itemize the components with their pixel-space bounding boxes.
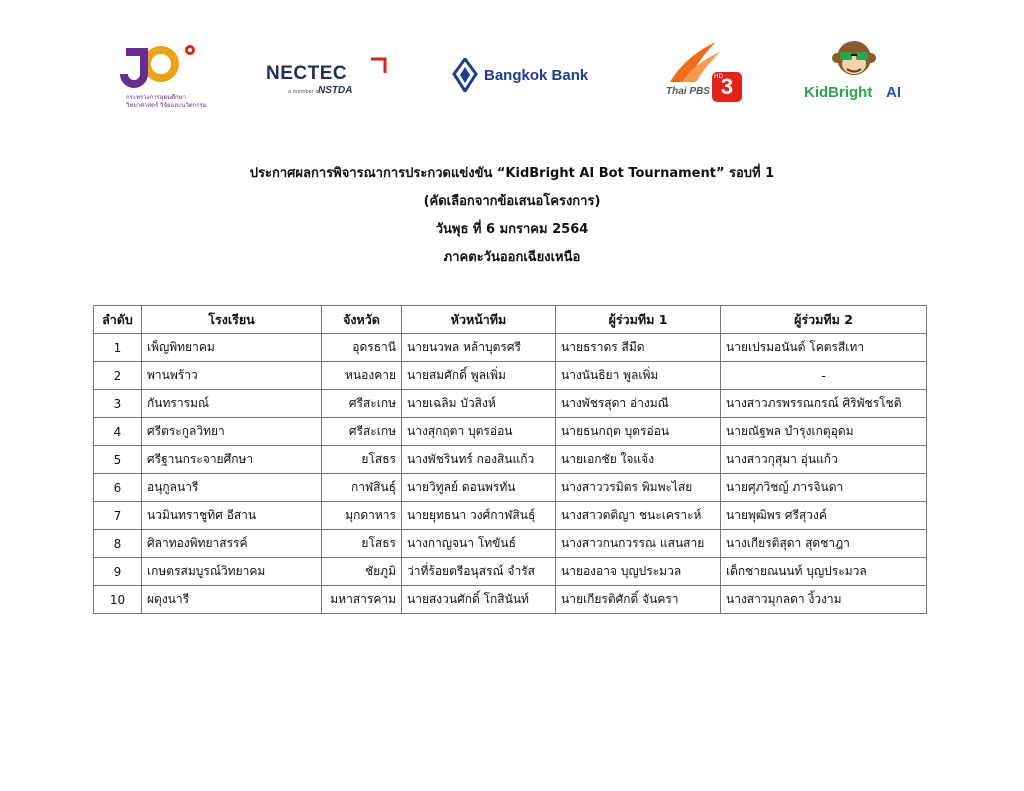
nectec-name: NECTEC [266, 63, 348, 84]
cell-member-1: นายเกียรติศักดิ์ จันครา [556, 586, 721, 614]
table-row [94, 362, 927, 390]
table-row [94, 418, 927, 446]
ministry-line1: กระทรวงการอุดมศึกษา [126, 94, 186, 101]
kidbright-ai: AI [886, 84, 901, 101]
cell-team-leader: นายสงวนศักดิ์ โกสินันท์ [402, 586, 556, 614]
cell-member-1: นางพัชรสุดา อ่างมณี [556, 390, 721, 418]
announcement-subtitle: (คัดเลือกจากข้อเสนอโครงการ) [423, 194, 601, 209]
cell-team-leader: นายสมศักดิ์ พูลเพิ่ม [402, 362, 556, 390]
ministry-line2: วิทยาศาสตร์ วิจัยและนวัตกรรม [126, 102, 207, 109]
table-row [94, 586, 927, 614]
cell-school: ศรีตระกูลวิทยา [142, 418, 322, 446]
cell-member-2: เด็กชายณนนท์ บุญประมวล [721, 558, 927, 586]
cell-team-leader: นางกาญจนา โทขันธ์ [402, 530, 556, 558]
announcement-region: ภาคตะวันออกเฉียงเหนือ [443, 250, 581, 265]
cell-school: เพ็ญพิทยาคม [142, 334, 322, 362]
cell-order: 2 [94, 362, 142, 390]
cell-order: 5 [94, 446, 142, 474]
col-header-school: โรงเรียน [142, 306, 322, 334]
cell-member-2: - [721, 362, 927, 390]
thai-pbs-number: 3 [720, 74, 734, 99]
ministry-logo [118, 38, 218, 108]
cell-province: ยโสธร [322, 530, 402, 558]
announcement-title: ประกาศผลการพิจารณาการประกวดแข่งขัน “KidBright AI Bot Tournament” รอบที่ 1 [249, 166, 775, 181]
nectec-sub2: NSTDA [318, 85, 353, 96]
cell-team-leader: ว่าที่ร้อยตรีอนุสรณ์ จำรัส [402, 558, 556, 586]
cell-province: หนองคาย [322, 362, 402, 390]
col-header-member-2: ผู้ร่วมทีม 2 [721, 306, 927, 334]
cell-order: 10 [94, 586, 142, 614]
thai-pbs-channel-badge [712, 72, 742, 102]
table-row [94, 446, 927, 474]
thai-pbs-name: Thai PBS [666, 86, 710, 97]
table-row [94, 390, 927, 418]
cell-school: พานพร้าว [142, 362, 322, 390]
cell-school: กันทรารมณ์ [142, 390, 322, 418]
cell-member-2: นายศุภวิชญ์ ภารจินดา [721, 474, 927, 502]
cell-school: ผดุงนารี [142, 586, 322, 614]
nectec-sub1: a member of [288, 89, 321, 95]
cell-order: 4 [94, 418, 142, 446]
cell-team-leader: นายวิทูลย์ ดอนพรทัน [402, 474, 556, 502]
cell-province: มหาสารคาม [322, 586, 402, 614]
cell-team-leader: นายยุทธนา วงศ์กาฬสินธุ์ [402, 502, 556, 530]
cell-member-2: นายณัฐพล บำรุงเกตุอุดม [721, 418, 927, 446]
cell-order: 8 [94, 530, 142, 558]
cell-school: ศิลาทองพิทยาสรรค์ [142, 530, 322, 558]
kidbright-logo [804, 38, 908, 104]
table-row [94, 334, 927, 362]
cell-province: ชัยภูมิ [322, 558, 402, 586]
cell-member-1: นางสาวตติญา ชนะเคราะห์ [556, 502, 721, 530]
thai-pbs-hd: HD [714, 73, 724, 80]
kidbright-monkey-icon [832, 38, 876, 80]
kidbright-name: KidBright [804, 84, 873, 101]
announcement-date: วันพุธ ที่ 6 มกราคม 2564 [435, 222, 589, 237]
cell-member-1: นางสาวกนกวรรณ แสนสาย [556, 530, 721, 558]
cell-team-leader: นางพัชรินทร์ กองสินแก้ว [402, 446, 556, 474]
cell-member-2: นายเปรมอนันต์ โคตรสีเทา [721, 334, 927, 362]
cell-member-2: นางสาวมุกลดา งิ้วงาม [721, 586, 927, 614]
cell-team-leader: นางสุกฤตา บุตรอ่อน [402, 418, 556, 446]
table-row [94, 502, 927, 530]
table-row [94, 558, 927, 586]
bangkok-bank-emblem-icon [452, 58, 478, 92]
col-header-order: ลำดับ [94, 306, 142, 334]
col-header-province: จังหวัด [322, 306, 402, 334]
cell-school: นวมินทราชูทิศ อีสาน [142, 502, 322, 530]
thai-pbs-logo [664, 38, 746, 104]
cell-member-1: นางสาววรมิตร พิมพะไสย [556, 474, 721, 502]
cell-member-2: นายพุฒิพร ศรีสุวงค์ [721, 502, 927, 530]
cell-province: ยโสธร [322, 446, 402, 474]
bangkok-bank-name: Bangkok Bank [484, 67, 589, 84]
cell-order: 7 [94, 502, 142, 530]
cell-member-2: นางสาวภรพรรณกรณ์ ศิริพัชรโชติ [721, 390, 927, 418]
col-header-member-1: ผู้ร่วมทีม 1 [556, 306, 721, 334]
cell-order: 1 [94, 334, 142, 362]
table-row [94, 474, 927, 502]
cell-team-leader: นายนวพล หล้าบุตรศรี [402, 334, 556, 362]
cell-member-1: นายธนกฤต บุตรอ่อน [556, 418, 721, 446]
bangkok-bank-logo [452, 58, 602, 94]
results-table [93, 305, 927, 614]
table-header-row [94, 306, 927, 334]
nectec-logo [266, 55, 391, 100]
cell-province: ศรีสะเกษ [322, 390, 402, 418]
cell-member-1: นายองอาจ บุญประมวล [556, 558, 721, 586]
cell-province: อุดรธานี [322, 334, 402, 362]
cell-school: อนุกูลนารี [142, 474, 322, 502]
col-header-team-leader: หัวหน้าทีม [402, 306, 556, 334]
cell-team-leader: นายเฉลิม บัวสิงห์ [402, 390, 556, 418]
cell-member-2: นางสาวกุสุมา อุ่นแก้ว [721, 446, 927, 474]
nectec-arrow-icon [369, 55, 389, 77]
cell-province: ศรีสะเกษ [322, 418, 402, 446]
cell-order: 6 [94, 474, 142, 502]
cell-order: 3 [94, 390, 142, 418]
cell-member-1: นางนันธิยา พูลเพิ่ม [556, 362, 721, 390]
cell-order: 9 [94, 558, 142, 586]
cell-province: มุกดาหาร [322, 502, 402, 530]
cell-school: ศรีฐานกระจายศึกษา [142, 446, 322, 474]
table-row [94, 530, 927, 558]
cell-member-2: นางเกียรติสุดา สุดชาฎา [721, 530, 927, 558]
cell-school: เกษตรสมบูรณ์วิทยาคม [142, 558, 322, 586]
cell-member-1: นายธราดร สีมืด [556, 334, 721, 362]
cell-province: กาฬสินธุ์ [322, 474, 402, 502]
sponsor-logos [0, 0, 1024, 130]
cell-member-1: นายเอกชัย ใจแจ้ง [556, 446, 721, 474]
